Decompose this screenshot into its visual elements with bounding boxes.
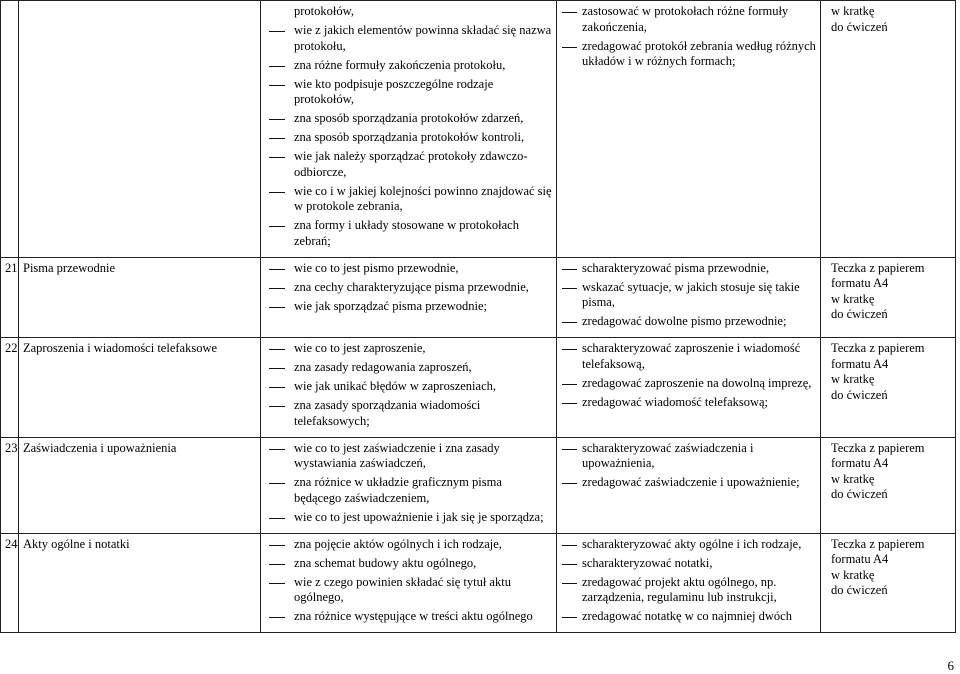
material-line: w kratkę [831,4,875,18]
table-row [1,257,956,338]
materials-cell [821,437,956,533]
material-line: do ćwiczeń [831,19,888,34]
list-item: zna cechy charakteryzujące pisma przewodnie, [265,280,552,296]
list-item: zredagować protokół zebrania według różnych układów i w różnych formach; [561,39,816,70]
skills-list [561,4,816,70]
material-line: Teczka z papierem [831,341,925,355]
list-item: zredagować notatkę w co najmniej dwóch [561,609,816,625]
list-item: zna formy i układy stosowane w protokołach zebrań; [265,218,552,249]
table-row [1,437,956,533]
list-item: zna pojęcie aktów ogólnych i ich rodzaje, [265,537,552,553]
skills-cell [557,533,821,633]
skills-list [561,441,816,491]
material-line: do ćwiczeń [831,307,888,321]
list-item: zredagować zaproszenie na dowolną imprezę, [561,376,816,392]
list-item: zna sposób sporządzania protokołów zdarzeń, [265,111,552,127]
list-item: zna schemat budowy aktu ogólnego, [265,556,552,572]
list-item: scharakteryzować pisma przewodnie, [561,261,816,277]
list-item: zredagować dowolne pismo przewodnie; [561,314,816,330]
material-line: formatu A4 [831,552,889,566]
list-item: wie z jakich elementów powinna składać się nazwa protokołu, [265,23,552,54]
lesson-number: 21 [1,257,19,338]
materials-cell [821,533,956,633]
lesson-topic: Pisma przewodnie [19,257,261,338]
list-item: scharakteryzować zaproszenie i wiadomość telefaksową, [561,341,816,372]
skills-list [561,261,816,330]
knowledge-list [265,341,552,429]
knowledge-list [265,4,552,249]
materials-cell [821,257,956,338]
material-line: do ćwiczeń [831,387,888,402]
lesson-topic [19,1,261,258]
table-row [1,338,956,438]
page-number: 6 [947,658,954,673]
materials-cell [821,1,956,258]
lesson-number [1,1,19,258]
syllabus-table-body [1,1,956,633]
lesson-topic: Zaświadczenia i upoważnienia [19,437,261,533]
list-item: zna różnice w układzie graficznym pisma będącego zaświadczeniem, [265,475,552,506]
list-item: scharakteryzować notatki, [561,556,816,572]
list-item: wie z czego powinien składać się tytuł aktu ogólnego, [265,575,552,606]
table-row [1,533,956,633]
material-line: do ćwiczeń [831,583,888,597]
lesson-topic: Akty ogólne i notatki [19,533,261,633]
lesson-topic: Zaproszenia i wiadomości telefaksowe [19,338,261,438]
knowledge-cell [261,1,557,258]
material-line: do ćwiczeń [831,487,888,501]
list-item: protokołów, [294,4,354,18]
list-item: zredagować projekt aktu ogólnego, np. zarządzenia, regulaminu lub instrukcji, [561,575,816,606]
material-line: w kratkę [831,567,875,582]
list-item: wie jak unikać błędów w zaproszeniach, [265,379,552,395]
material-line: w kratkę [831,291,875,306]
list-item: wie co to jest zaproszenie, [265,341,552,357]
skills-cell [557,1,821,258]
knowledge-list [265,537,552,625]
list-item: wie co to jest pismo przewodnie, [265,261,552,277]
knowledge-cell [261,338,557,438]
knowledge-list [265,261,552,315]
material-line: Teczka z papierem [831,440,925,455]
list-item: zna różnice występujące w treści aktu ogólnego [265,609,552,625]
list-item: wie kto podpisuje poszczególne rodzaje protokołów, [265,77,552,108]
list-item: zna zasady redagowania zaproszeń, [265,360,552,376]
list-item: zredagować wiadomość telefaksową; [561,395,816,411]
list-item: zna sposób sporządzania protokołów kontroli, [265,130,552,146]
list-item: scharakteryzować zaświadczenia i upoważnienia, [561,441,816,472]
list-item: scharakteryzować akty ogólne i ich rodzaje, [561,537,816,553]
materials-cell [821,338,956,438]
table-row [1,1,956,258]
material-line: w kratkę [831,471,875,486]
list-item: zastosować w protokołach różne formuły zakończenia, [561,4,816,35]
lesson-number: 23 [1,437,19,533]
material-line: formatu A4 [831,456,889,470]
list-item: wie co to jest zaświadczenie i zna zasady wystawiania zaświadczeń, [265,441,552,472]
skills-cell [557,257,821,338]
material-line: Teczka z papierem [831,536,925,551]
list-item: wie jak należy sporządzać protokoły zdawczo-odbiorcze, [265,149,552,180]
skills-cell [557,338,821,438]
skills-cell [557,437,821,533]
knowledge-cell [261,257,557,338]
list-item: zna zasady sporządzania wiadomości telefaksowych; [265,398,552,429]
skills-list [561,537,816,625]
material-line: formatu A4 [831,276,889,290]
list-item: zna różne formuły zakończenia protokołu, [265,58,552,74]
list-item: wie jak sporządzać pisma przewodnie; [265,299,552,315]
knowledge-cell [261,533,557,633]
material-line: w kratkę [831,372,875,386]
knowledge-list [265,441,552,526]
list-item: wskazać sytuacje, w jakich stosuje się takie pisma, [561,280,816,311]
lesson-number: 24 [1,533,19,633]
list-item: wie co i w jakiej kolejności powinno znajdować się w protokole zebrania, [265,184,552,215]
list-item: wie co to jest upoważnienie i jak się je sporządza; [265,510,552,526]
list-item: zredagować zaświadczenie i upoważnienie; [561,475,816,491]
skills-list [561,341,816,410]
material-line: Teczka z papierem [831,260,925,275]
lesson-number: 22 [1,338,19,438]
material-line: formatu A4 [831,356,889,371]
knowledge-cell [261,437,557,533]
